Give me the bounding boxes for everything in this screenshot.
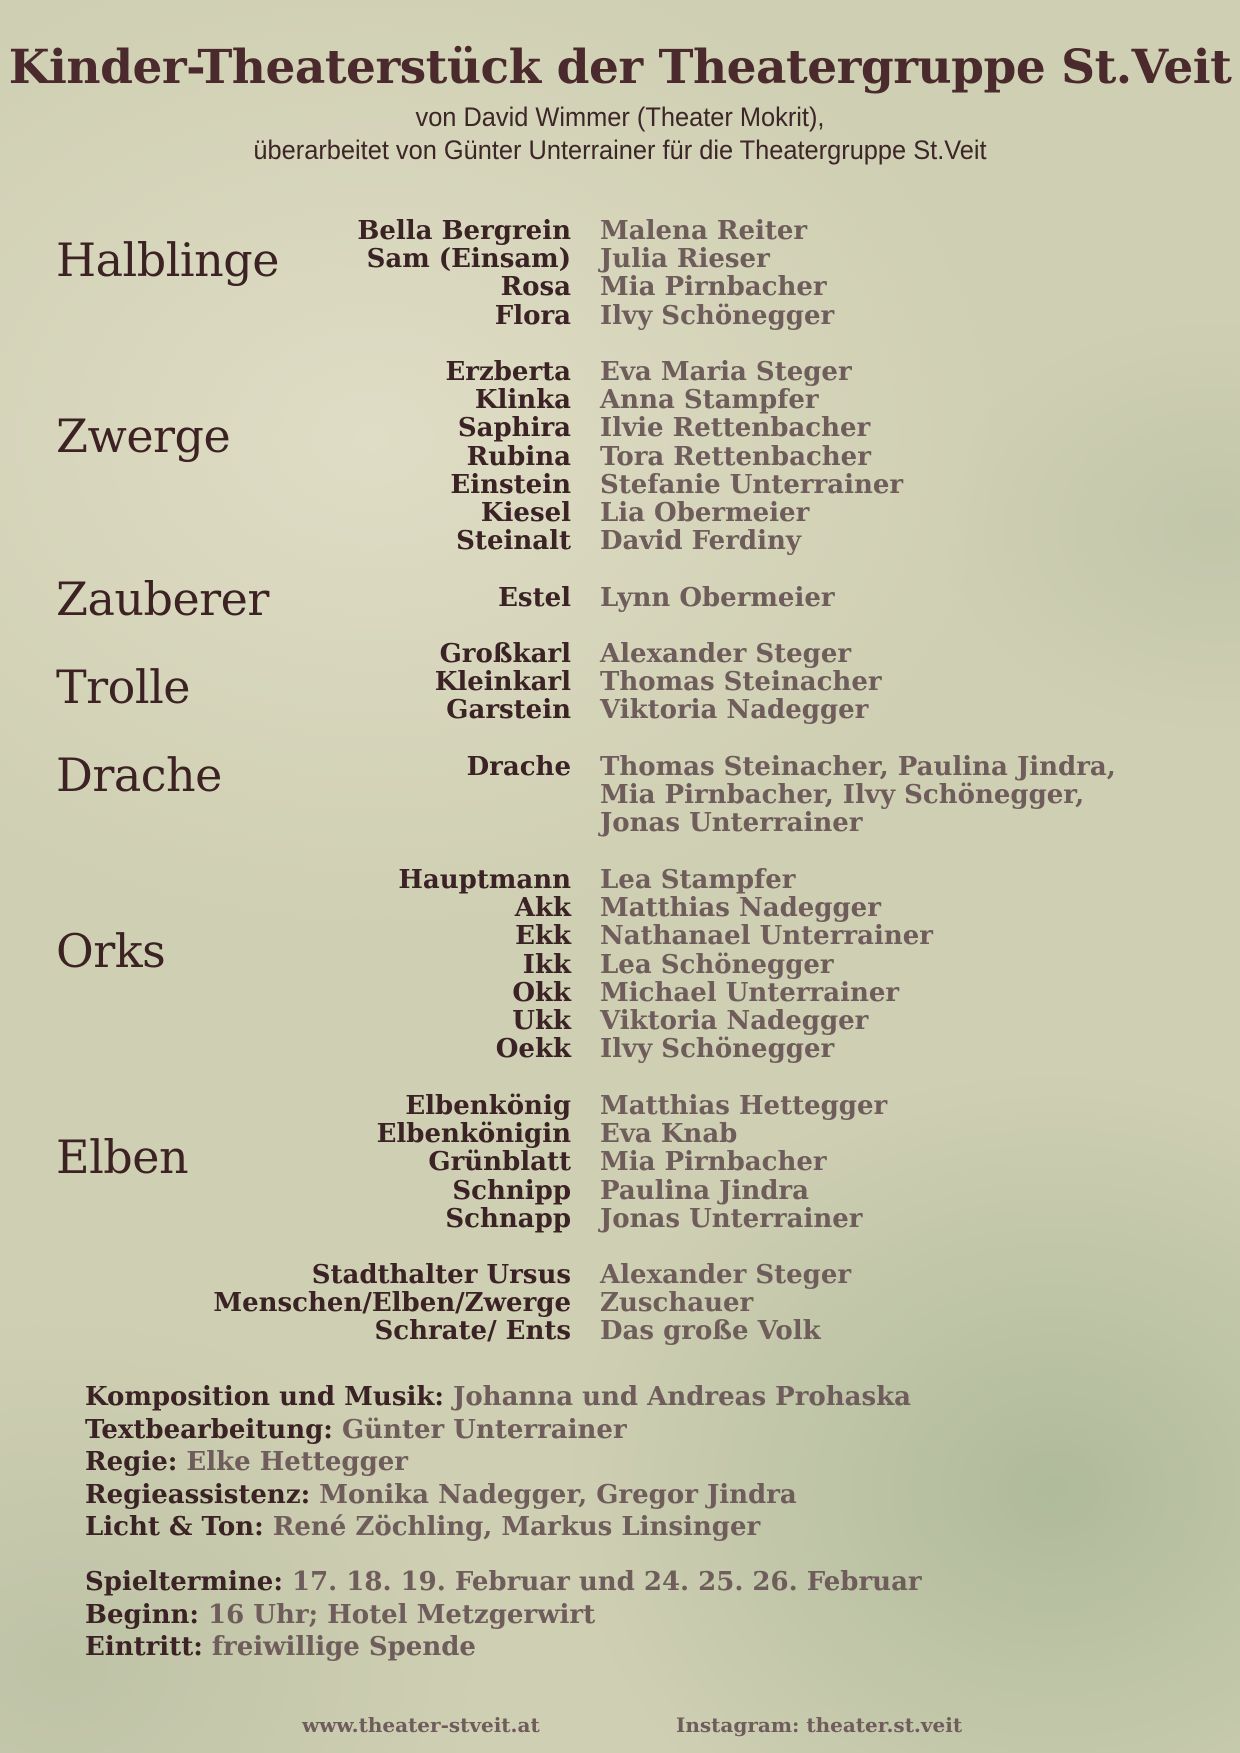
actor-name: Alexander Steger [600, 1260, 852, 1290]
actor-name: Anna Stampfer [600, 385, 819, 416]
credit-value: Monika Nadegger, Gregor Jindra [319, 1479, 797, 1510]
cast-row [0, 922, 1240, 950]
group-title-halblinge: Halblinge [56, 233, 279, 287]
role-name: Okk [512, 977, 571, 1008]
cast-block-elben [0, 1092, 1240, 1233]
role-name: Rosa [500, 272, 571, 303]
role-name: Bella Bergrein [357, 216, 571, 246]
actor-name: Matthias Nadegger [600, 893, 881, 924]
actor-name: Mia Pirnbacher [600, 272, 827, 303]
role-name: Oekk [495, 1034, 571, 1065]
cast-row [0, 358, 1240, 386]
credit-value: Günter Unterrainer [341, 1414, 627, 1445]
cast-block-zauberer [0, 584, 1240, 612]
role-name: Flora [494, 300, 571, 331]
cast-row [0, 979, 1240, 1007]
role-name: Hauptmann [398, 865, 571, 895]
actor-name: Lynn Obermeier [600, 583, 835, 613]
info-value: freiwillige Spende [211, 1632, 476, 1662]
actor-name: Tora Rettenbacher [600, 441, 871, 472]
cast-row [0, 273, 1240, 301]
cast-row [0, 951, 1240, 979]
actor-name: Jonas Unterrainer [600, 808, 863, 839]
actor-name: Ilvie Rettenbacher [600, 413, 871, 444]
role-name: Kiesel [480, 497, 571, 528]
role-name: Ikk [522, 949, 571, 980]
cast-row [0, 1261, 1240, 1289]
cast-row [0, 584, 1240, 612]
cast-block-other [0, 1261, 1240, 1346]
role-name: Garstein [446, 695, 571, 726]
role-name: Ekk [515, 921, 571, 952]
role-name: Menschen/Elben/Zwerge [213, 1288, 571, 1319]
cast-block-drache [0, 753, 1240, 838]
credit-value: René Zöchling, Markus Linsinger [272, 1512, 761, 1542]
group-title-trolle: Trolle [56, 660, 191, 714]
actor-name: Matthias Hettegger [600, 1091, 888, 1121]
actor-name: Mia Pirnbacher, Ilvy Schönegger, [600, 780, 1085, 811]
cast-row [0, 302, 1240, 330]
role-name: Saphira [457, 413, 571, 444]
cast-row [0, 217, 1240, 245]
credit-label: Regieassistenz: [85, 1479, 311, 1510]
cast-row [0, 1148, 1240, 1176]
actor-name: Das große Volk [600, 1316, 821, 1347]
group-title-elben: Elben [56, 1130, 189, 1184]
cast-row [0, 1177, 1240, 1205]
info-line [85, 1599, 1185, 1632]
info-value: 17. 18. 19. Februar und 24. 25. 26. Februar [292, 1567, 922, 1597]
actor-name: Ilvy Schönegger [600, 1034, 835, 1065]
info-line [85, 1566, 1185, 1599]
cast-block-orks [0, 866, 1240, 1063]
cast-row [0, 753, 1240, 838]
credit-line [85, 1511, 1185, 1544]
group-title-zwerge: Zwerge [56, 409, 231, 463]
role-name: Großkarl [439, 639, 571, 669]
cast-row [0, 443, 1240, 471]
group-title-zauberer: Zauberer [56, 572, 269, 626]
cast-row [0, 668, 1240, 696]
credit-label: Textbearbeitung: [85, 1414, 333, 1445]
info-label: Eintritt: [85, 1632, 203, 1662]
role-name: Drache [466, 752, 571, 782]
actor-name: Thomas Steinacher, Paulina Jindra, [600, 752, 1116, 782]
cast-block-trolle [0, 640, 1240, 725]
actor-name: Michael Unterrainer [600, 977, 900, 1008]
actor-name: David Ferdiny [600, 526, 801, 557]
cast-row [0, 1289, 1240, 1317]
cast-row [0, 1035, 1240, 1063]
instagram-link[interactable]: Instagram: theater.st.veit [676, 1713, 963, 1737]
actor-name: Viktoria Nadegger [600, 695, 869, 726]
group-title-orks: Orks [56, 924, 166, 978]
role-name: Elbenkönigin [376, 1119, 571, 1150]
actor-name: Nathanael Unterrainer [600, 921, 933, 952]
actor-name: Thomas Steinacher [600, 667, 882, 698]
role-name: Estel [498, 583, 571, 613]
credits-block [85, 1381, 1185, 1544]
page-title: Kinder-Theaterstück der Theatergruppe St.Veit [8, 40, 1232, 95]
role-name: Rubina [466, 441, 571, 472]
cast-row [0, 1317, 1240, 1345]
credit-label: Licht & Ton: [85, 1512, 264, 1542]
cast-row [0, 1007, 1240, 1035]
info-value: 16 Uhr; Hotel Metzgerwirt [208, 1599, 596, 1630]
role-name: Kleinkarl [434, 667, 571, 698]
role-name: Schnipp [452, 1175, 571, 1206]
info-line [85, 1631, 1185, 1664]
cast-block-halblinge [0, 217, 1240, 330]
website-link[interactable]: www.theater-stveit.at [302, 1713, 540, 1737]
subtitle-author: von David Wimmer (Theater Mokrit), [415, 102, 825, 132]
credit-value: Elke Hettegger [186, 1447, 408, 1477]
role-name: Einstein [450, 469, 571, 500]
actor-name: Ilvy Schönegger [600, 300, 835, 331]
group-title-drache: Drache [56, 748, 222, 802]
cast-row [0, 245, 1240, 273]
cast-row [0, 499, 1240, 527]
role-name: Sam (Einsam) [366, 244, 571, 275]
cast-block-zwerge [0, 358, 1240, 555]
credit-label: Regie: [85, 1447, 178, 1477]
role-name: Grünblatt [428, 1147, 571, 1178]
cast-row [0, 527, 1240, 555]
actor-name: Zuschauer [600, 1288, 754, 1319]
role-name: Schnapp [445, 1203, 571, 1234]
info-label: Spieltermine: [85, 1567, 283, 1597]
credit-line [85, 1479, 1185, 1512]
actor-name: Jonas Unterrainer [600, 1203, 863, 1234]
actor-name: Julia Rieser [600, 244, 770, 275]
cast-row [0, 696, 1240, 724]
cast-row [0, 386, 1240, 414]
cast-row [0, 640, 1240, 668]
credit-line [85, 1446, 1185, 1479]
role-name: Erzberta [445, 357, 571, 387]
credit-line [85, 1414, 1185, 1447]
actor-name: Stefanie Unterrainer [600, 469, 904, 500]
actor-name: Paulina Jindra [600, 1175, 809, 1206]
credit-value: Johanna und Andreas Prohaska [453, 1382, 912, 1412]
actor-name: Mia Pirnbacher [600, 1147, 827, 1178]
credit-line [85, 1381, 1185, 1414]
role-name: Stadthalter Ursus [311, 1260, 571, 1290]
cast-row [0, 1205, 1240, 1233]
role-name: Steinalt [456, 526, 571, 557]
cast-row [0, 894, 1240, 922]
actor-name-list [600, 753, 1116, 838]
role-name: Schrate/ Ents [374, 1316, 571, 1347]
cast-row [0, 471, 1240, 499]
performance-info-block [85, 1566, 1185, 1664]
actor-name: Eva Knab [600, 1119, 738, 1150]
subtitle-adaptation: überarbeitet von Günter Unterrainer für die Theatergruppe St.Veit [253, 135, 987, 165]
cast-row [0, 1120, 1240, 1148]
cast-row [0, 1092, 1240, 1120]
role-name: Ukk [512, 1005, 571, 1036]
actor-name: Viktoria Nadegger [600, 1005, 869, 1036]
info-label: Beginn: [85, 1599, 199, 1630]
actor-name: Lea Stampfer [600, 865, 796, 895]
role-name: Akk [514, 893, 571, 924]
actor-name: Eva Maria Steger [600, 357, 852, 387]
cast-row [0, 866, 1240, 894]
role-name: Elbenkönig [405, 1091, 571, 1121]
actor-name: Lea Schönegger [600, 949, 834, 980]
actor-name: Malena Reiter [600, 216, 808, 246]
role-name: Klinka [474, 385, 571, 416]
actor-name: Alexander Steger [600, 639, 852, 669]
cast-row [0, 414, 1240, 442]
actor-name: Lia Obermeier [600, 497, 810, 528]
credit-label: Komposition und Musik: [85, 1382, 444, 1412]
